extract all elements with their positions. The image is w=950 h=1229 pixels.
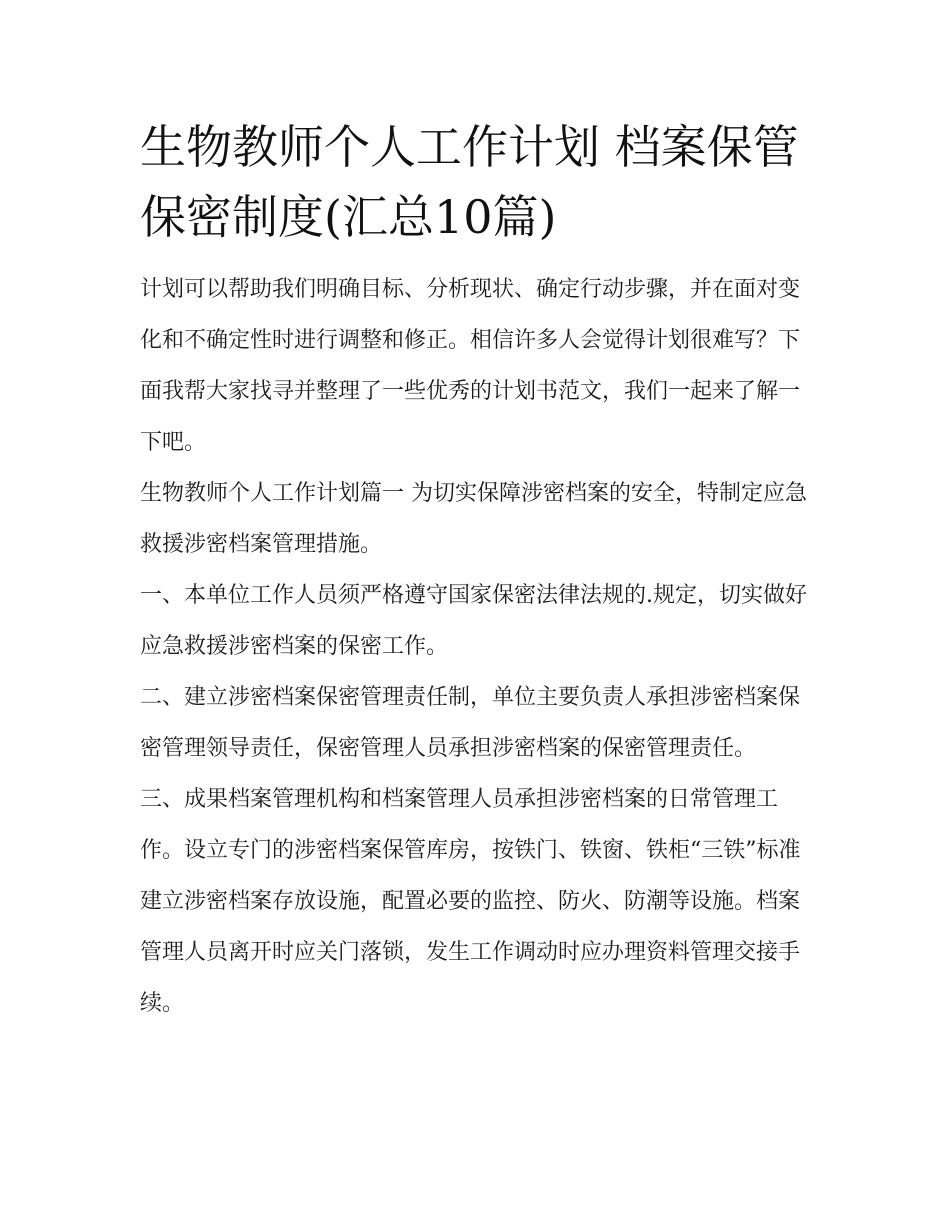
rule-item-3: 三、成果档案管理机构和档案管理人员承担涉密档案的日常管理工作。设立专门的涉密档案保管库房，按铁门、铁窗、铁柜“三铁”标准建立涉密档案存放设施，配置必要的监控、防火、防潮等设施。档案管理人员离开时应关门落锁，发生工作调动时应办理资料管理交接手续。	[140, 787, 801, 1016]
document-title: 生物教师个人工作计划 档案保管保密制度(汇总10篇)	[140, 120, 799, 244]
section-heading-paragraph: 生物教师个人工作计划篇一 为切实保障涉密档案的安全，特制定应急救援涉密档案管理措施。	[140, 481, 807, 557]
rule-item-1: 一、本单位工作人员须严格遵守国家保密法律法规的.规定，切实做好应急救援涉密档案的保密工作。	[140, 583, 807, 659]
rule-item-2: 二、建立涉密档案保密管理责任制，单位主要负责人承担涉密档案保密管理领导责任，保密管理人员承担涉密档案的保密管理责任。	[140, 685, 801, 761]
document-body	[140, 112, 812, 1029]
intro-paragraph: 计划可以帮助我们明确目标、分析现状、确定行动步骤，并在面对变化和不确定性时进行调整和修正。相信许多人会觉得计划很难写？下面我帮大家找寻并整理了一些优秀的计划书范文，我们一起来了解一下吧。	[140, 277, 801, 455]
